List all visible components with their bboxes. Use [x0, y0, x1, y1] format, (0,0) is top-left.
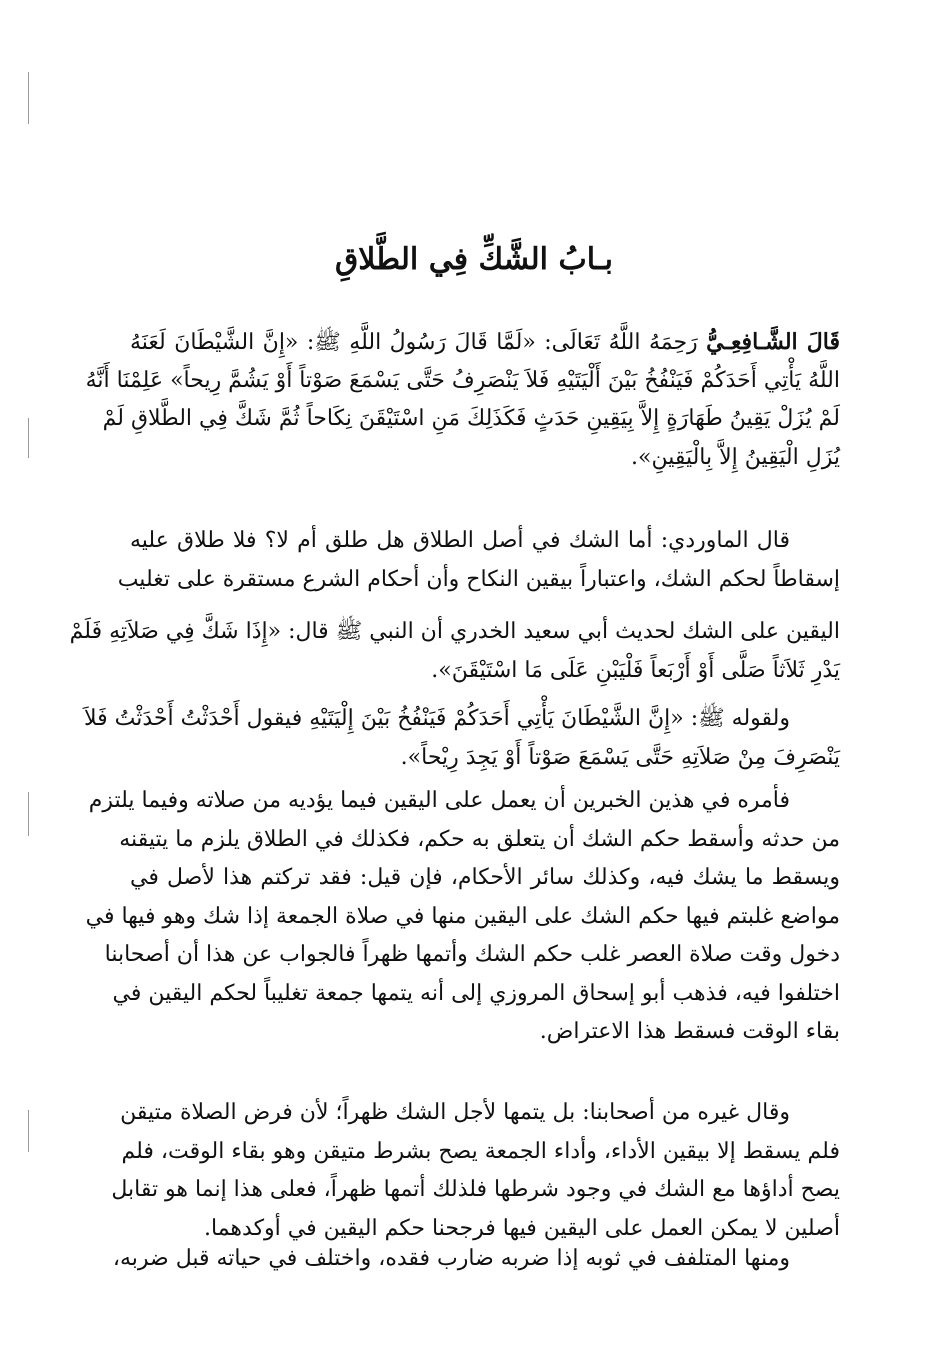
- scan-mark: [28, 792, 29, 836]
- text-line: فأمره في هذين الخبرين أن يعمل على اليقين فيما يؤديه من صلاته وفيما يلتزم: [88, 788, 790, 813]
- text-line: يُزَلِ الْيَقِينُ إِلاَّ بِالْيَقِينِ».: [631, 444, 840, 470]
- text-line: وقال غيره من أصحابنا: بل يتمها لأجل الشك ظهراً؛ لأن فرض الصلاة متيقن: [120, 1100, 790, 1125]
- text-line: إسقاطاً لحكم الشك، واعتباراً بيقين النكاح وأن أحكام الشرع مستقرة على تغليب: [117, 566, 840, 592]
- text-line: اليقين على الشك لحديث أبي سعيد الخدري أن النبي ﷺ قال: «إِذَا شَكَّ فِي صَلاَتِهِ فَلَمْ: [69, 619, 840, 644]
- text-line: يصح أداؤها مع الشك في وجود شرطها فلذلك أتمها ظهراً، فعلى هذا إنما هو تقابل: [111, 1177, 840, 1202]
- text-line: لَمْ يُزَلْ يَقِينُ طَهَارَةٍ إِلاَّ بِيَقِينِ حَدَثٍ فَكَذَلِكَ مَنِ اسْتَيْقَنَ نِكَاحاً ثُمَّ شَكَّ فِي الطَّلاقِ لَمْ: [102, 406, 840, 431]
- text-line: ومنها المتلفف في ثوبه إذا ضربه ضارب فقده، واختلف في حياته قبل ضربه،: [112, 1246, 790, 1271]
- text-line: يَنْصَرِفَ مِنْ صَلاَتِهِ حَتَّى يَسْمَعَ صَوْتاً أَوْ يَجِدَ رِيْحاً».: [400, 744, 840, 770]
- paragraph-other-opinion: [111, 1094, 840, 1248]
- paragraph-continuation: [112, 1240, 840, 1279]
- text-line: من حدثه وأسقط حكم الشك أن يتعلق به حكم، فكذلك في الطلاق يلزم ما يتيقنه: [119, 826, 840, 852]
- text-line: فلم يسقط إلا بيقين الأداء، وأداء الجمعة يصح بشرط متيقن وهو بقاء الوقت، فلم: [121, 1138, 840, 1164]
- text-line: اختلفوا فيه، فذهب أبو إسحاق المروزي إلى أنه يتمها جمعة تغليباً لحكم اليقين في: [112, 980, 840, 1006]
- text-line: بقاء الوقت فسقط هذا الاعتراض.: [539, 1019, 840, 1044]
- text-line: ولقوله ﷺ: «إِنَّ الشَّيْطَانَ يَأْتِي أَحَدَكُمْ فَيَنْفُخُ بَيْنَ إِلْيَتَيْهِ فيقول أَحْدَثْتُ أَحْدَثْتُ فَلاَ: [83, 706, 790, 731]
- paragraph-explanation: [85, 782, 841, 1052]
- scan-mark: [28, 418, 29, 458]
- scan-mark: [28, 1110, 29, 1152]
- scan-mark: [28, 72, 29, 124]
- text-line: دخول وقت صلاة العصر غلب حكم الشك وأتمها ظهراً فالجواب عن هذا أن أصحابنا: [104, 942, 840, 967]
- text-line: أصلين لا يمكن العمل على اليقين فيها فرجحنا حكم اليقين في أوكدهما.: [204, 1215, 840, 1241]
- paragraph-mawardi: [69, 522, 840, 690]
- chapter-title: بـابُ الشَّكِّ فِي الطَّلاقِ: [335, 242, 613, 277]
- paragraph-shafii: [85, 323, 840, 477]
- speaker-name: قَالَ الشَّـافِعِـيُّ: [706, 329, 840, 355]
- text-line: ويسقط ما يشك فيه، وكذلك سائر الأحكام، فإن قيل: فقد تركتم هذا لأصل في: [130, 865, 841, 890]
- text-line: قال الماوردي: أما الشك في أصل الطلاق هل طلق أم لا؟ فلا طلاق عليه: [130, 528, 790, 553]
- paragraph-hadith: [83, 700, 840, 777]
- text-line: قَالَ الشَّـافِعِـيُّ رَحِمَهُ اللَّهُ تَعَالَى: «لَمَّا قَالَ رَسُولُ اللَّهِ ﷺ: «إِنَّ الشَّيْطَانَ لَعَنَهُ: [130, 329, 840, 355]
- text-line: يَدْرِ ثَلاَثاً صَلَّى أَوْ أَرْبَعاً فَلْيَبْنِ عَلَى مَا اسْتَيْقَنَ».: [431, 657, 840, 683]
- text-line: مواضع غلبتم فيها حكم الشك على اليقين منها في صلاة الجمعة إذا شك وهو فيها في: [85, 903, 840, 929]
- text-line: اللَّهُ يَأْتِي أَحَدَكُمْ فَيَنْفُخُ بَيْنَ أَلْيَتَيْهِ فَلاَ يَنْصَرِفُ حَتَّى يَسْمَعَ صَوْتاً أَوْ يَشُمَّ رِيحاً» عَلِمْنَا أَنَّهُ: [85, 367, 840, 393]
